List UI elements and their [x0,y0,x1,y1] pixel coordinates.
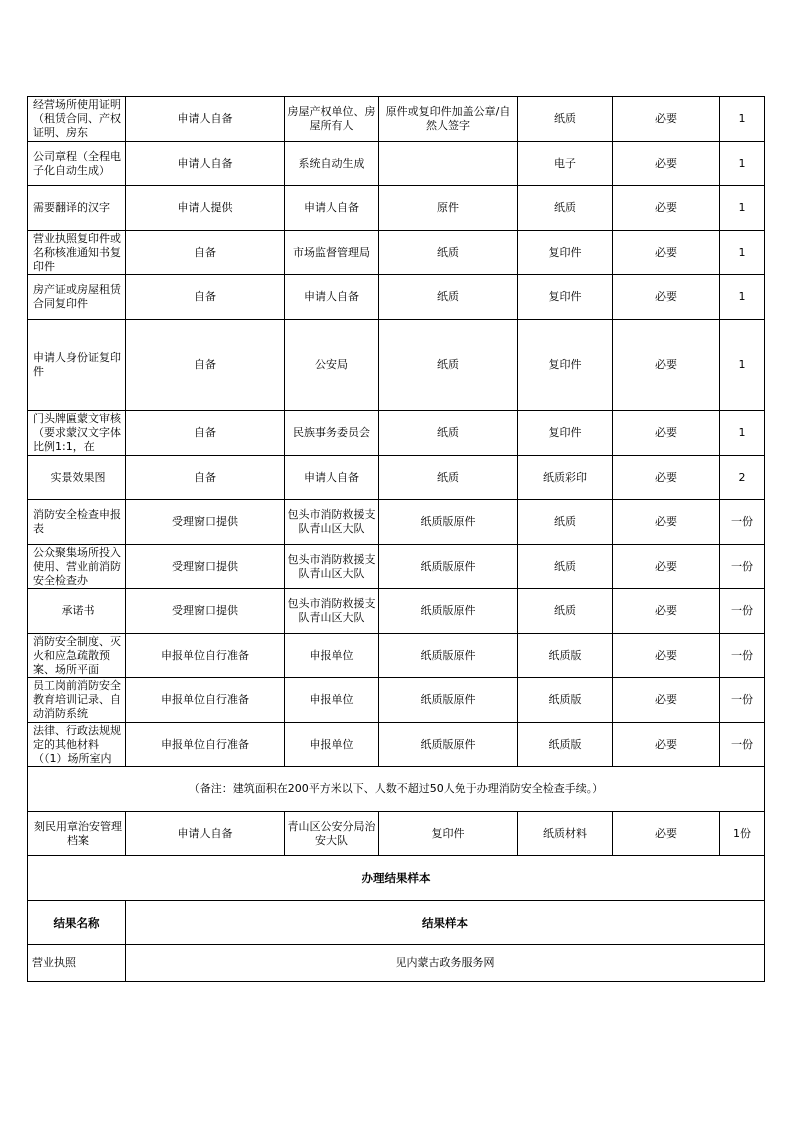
material-count: 一份 [720,723,765,767]
material-form [379,142,518,186]
material-form: 原件或复印件加盖公章/自然人签字 [379,97,518,142]
material-issuer: 申报单位 [285,634,379,678]
material-issuer: 申请人自备 [285,275,379,320]
material-count: 1 [720,97,765,142]
material-issuer: 青山区公安分局治安大队 [285,812,379,856]
material-count: 1 [720,275,765,320]
note-text: （备注：建筑面积在200平方米以下、人数不超过50人免于办理消防安全检查手续。） [28,767,765,812]
material-source: 申请人自备 [126,812,285,856]
material-source: 申请人提供 [126,186,285,231]
table-row [28,186,765,231]
material-count: 一份 [720,634,765,678]
result-header-row [28,901,765,945]
material-form: 纸质 [379,275,518,320]
material-required: 必要 [613,456,720,500]
material-form: 原件 [379,186,518,231]
material-source: 自备 [126,411,285,456]
result-section-title: 办理结果样本 [28,856,765,901]
material-medium: 复印件 [518,320,613,411]
material-count: 1 [720,231,765,275]
material-required: 必要 [613,812,720,856]
material-medium: 复印件 [518,411,613,456]
material-name: 员工岗前消防安全教育培训记录、自动消防系统 [33,679,121,720]
material-count: 一份 [720,545,765,589]
material-required: 必要 [613,678,720,723]
material-issuer: 包头市消防救援支队青山区大队 [285,589,379,634]
result-sample: 见内蒙古政务服务网 [126,945,765,982]
material-medium: 纸质 [518,500,613,545]
material-name: 门头牌匾蒙文审核（要求蒙汉文字体比例1:1，在 [33,412,121,453]
table-row [28,275,765,320]
material-count: 一份 [720,589,765,634]
material-form: 纸质版原件 [379,545,518,589]
material-name: 房产证或房屋租赁合同复印件 [33,283,121,310]
table-row [28,456,765,500]
result-sample-header: 结果样本 [126,901,765,945]
material-name: 营业执照复印件或名称核准通知书复印件 [33,231,121,273]
material-count: 1 [720,186,765,231]
material-count: 1 [720,142,765,186]
material-medium: 纸质版 [518,723,613,767]
material-form: 纸质版原件 [379,589,518,634]
material-required: 必要 [613,500,720,545]
material-required: 必要 [613,634,720,678]
table-row [28,142,765,186]
material-source: 自备 [126,231,285,275]
material-form: 纸质 [379,320,518,411]
material-medium: 电子 [518,142,613,186]
table-row [28,545,765,589]
materials-sheet [27,96,764,982]
material-issuer: 申请人自备 [285,186,379,231]
material-issuer: 民族事务委员会 [285,411,379,456]
material-source: 自备 [126,456,285,500]
table-row [28,500,765,545]
material-source: 申报单位自行准备 [126,634,285,678]
material-name: 公众聚集场所投入使用、营业前消防安全检查办 [33,545,121,587]
material-form: 纸质版原件 [379,634,518,678]
material-count: 一份 [720,500,765,545]
material-source: 申请人自备 [126,97,285,142]
material-name: 承诺书 [61,604,95,617]
material-form: 复印件 [379,812,518,856]
table-row [28,723,765,767]
material-source: 申报单位自行准备 [126,678,285,723]
material-issuer: 房屋产权单位、房屋所有人 [285,97,379,142]
material-source: 申请人自备 [126,142,285,186]
material-form: 纸质版原件 [379,500,518,545]
result-name: 营业执照 [28,945,126,982]
table-row [28,97,765,142]
table-row [28,411,765,456]
material-issuer: 申请人自备 [285,456,379,500]
material-issuer: 申报单位 [285,678,379,723]
material-form: 纸质版原件 [379,678,518,723]
material-medium: 纸质版 [518,634,613,678]
material-name: 需要翻译的汉字 [33,201,110,214]
material-required: 必要 [613,545,720,589]
material-required: 必要 [613,320,720,411]
table-row [28,634,765,678]
material-required: 必要 [613,97,720,142]
material-issuer: 公安局 [285,320,379,411]
material-required: 必要 [613,411,720,456]
table-row [28,231,765,275]
material-name: 消防安全制度、灭火和应急疏散预案、场所平面 [33,634,121,676]
material-required: 必要 [613,231,720,275]
material-medium: 纸质彩印 [518,456,613,500]
material-required: 必要 [613,186,720,231]
material-form: 纸质 [379,456,518,500]
material-name: 法律、行政法规规定的其他材料（（1）场所室内 [33,723,121,765]
material-medium: 纸质版 [518,678,613,723]
material-source: 受理窗口提供 [126,545,285,589]
material-medium: 纸质 [518,97,613,142]
material-issuer: 包头市消防救援支队青山区大队 [285,545,379,589]
material-name: 消防安全检查申报表 [33,508,121,535]
material-form: 纸质 [379,231,518,275]
material-name: 刻民用章治安管理档案 [34,819,122,847]
material-required: 必要 [613,589,720,634]
material-required: 必要 [613,723,720,767]
material-medium: 纸质 [518,589,613,634]
material-issuer: 市场监督管理局 [285,231,379,275]
material-required: 必要 [613,142,720,186]
materials-table [27,96,765,982]
result-row [28,945,765,982]
material-count: 1 [720,411,765,456]
material-medium: 复印件 [518,275,613,320]
table-row [28,678,765,723]
material-name: 经营场所使用证明（租赁合同、产权证明、房东 [33,98,121,139]
material-count: 1 [720,320,765,411]
table-row [28,320,765,411]
material-required: 必要 [613,275,720,320]
material-medium: 复印件 [518,231,613,275]
table-row [28,589,765,634]
result-section-row [28,856,765,901]
material-count: 2 [720,456,765,500]
material-name: 申请人身份证复印件 [33,351,121,378]
material-source: 受理窗口提供 [126,500,285,545]
material-form: 纸质版原件 [379,723,518,767]
material-count: 一份 [720,678,765,723]
material-medium: 纸质材料 [518,812,613,856]
material-issuer: 系统自动生成 [285,142,379,186]
material-issuer: 包头市消防救援支队青山区大队 [285,500,379,545]
material-name: 实景效果图 [50,470,106,484]
material-source: 受理窗口提供 [126,589,285,634]
table-row [28,812,765,856]
material-count: 1份 [720,812,765,856]
material-form: 纸质 [379,411,518,456]
material-issuer: 申报单位 [285,723,379,767]
material-source: 自备 [126,275,285,320]
material-medium: 纸质 [518,186,613,231]
material-name: 公司章程（全程电子化自动生成） [33,149,121,177]
note-row [28,767,765,812]
result-name-header: 结果名称 [28,901,126,945]
material-medium: 纸质 [518,545,613,589]
material-source: 自备 [126,320,285,411]
material-source: 申报单位自行准备 [126,723,285,767]
